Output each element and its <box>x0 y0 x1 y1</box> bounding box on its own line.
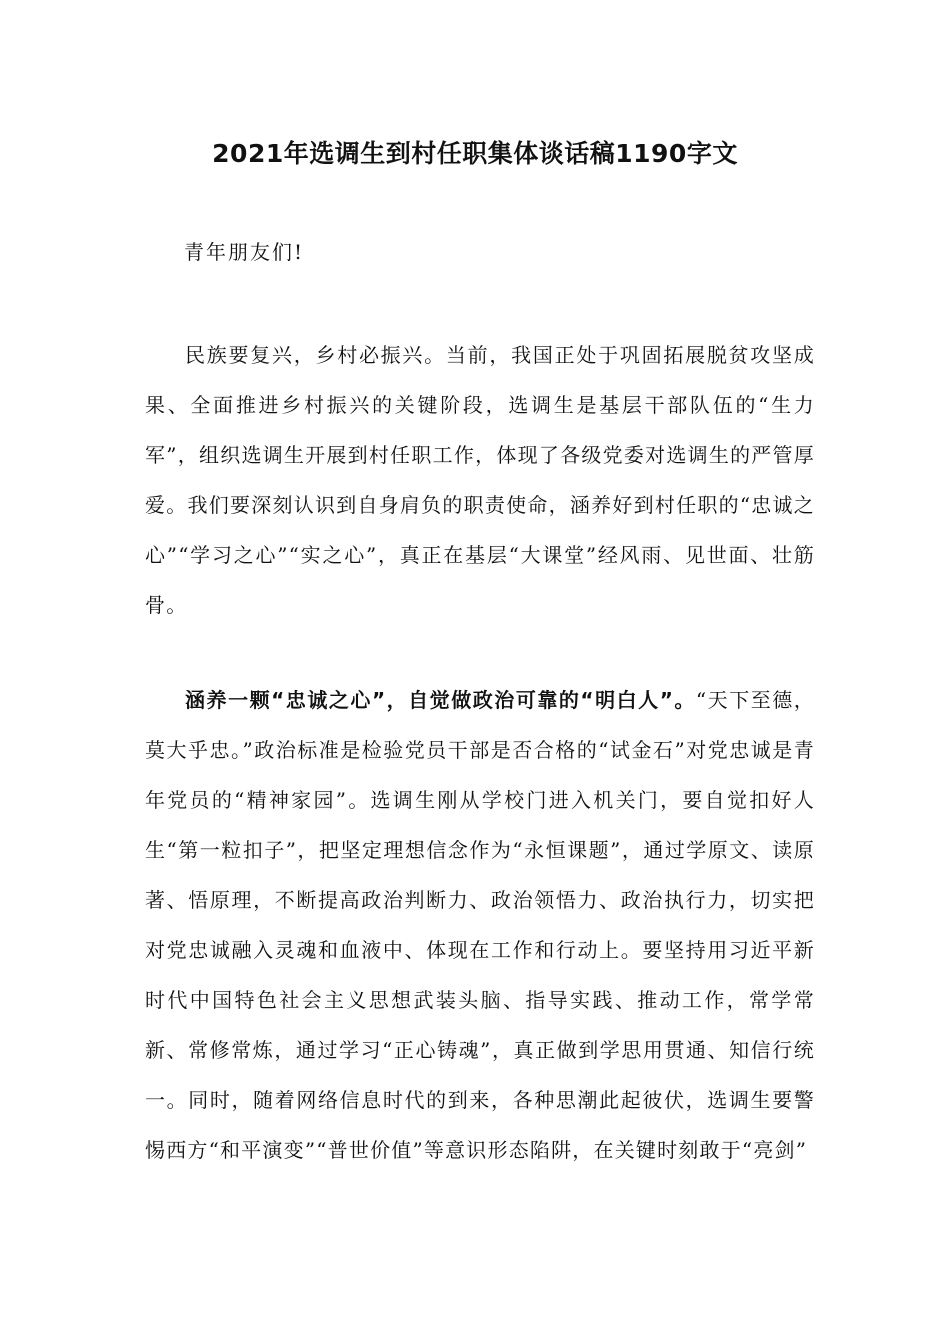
document-title: 2021年选调生到村任职集体谈话稿1190字文 <box>212 139 738 168</box>
paragraph-1 <box>145 330 815 630</box>
paragraph-2-lead: 涵养一颗“忠诚之心”，自觉做政治可靠的“明白人”。 <box>185 688 696 712</box>
paragraph-2 <box>145 675 815 1175</box>
paragraph-2-text: “天下至德，莫大乎忠。”政治标准是检验党员干部是否合格的“试金石”对党忠诚是青年党员的“精神家园”。选调生刚从学校门进入机关门，要自觉扣好人生“第一粒扣子”，把坚定理想信念作为“永恒课题”，通过学原文、读原著、悟原理，不断提高政治判断力、政治领悟力、政治执行力，切实把对党忠诚融入灵魂和血液中、体现在工作和行动上。要坚持用习近平新时代中国特色社会主义思想武装头脑、指导实践、推动工作，常学常新、常修常炼，通过学习“正心铸魂”，真正做到学思用贯通、知信行统一。同时，随着网络信息时代的到来，各种思潮此起彼伏，选调生要警惕西方“和平演变”“普世价值”等意识形态陷阱，在关键时刻敢于“亮剑” <box>145 688 815 1162</box>
paragraph-1-text: 民族要复兴，乡村必振兴。当前，我国正处于巩固拓展脱贫攻坚成果、全面推进乡村振兴的关键阶段，选调生是基层干部队伍的“生力军”，组织选调生开展到村任职工作，体现了各级党委对选调生的严管厚爱。我们要深刻认识到自身肩负的职责使命，涵养好到村任职的“忠诚之心”“学习之心”“实之心”，真正在基层“大课堂”经风雨、见世面、壮筋骨。 <box>145 343 815 617</box>
salutation: 青年朋友们! <box>184 240 305 264</box>
